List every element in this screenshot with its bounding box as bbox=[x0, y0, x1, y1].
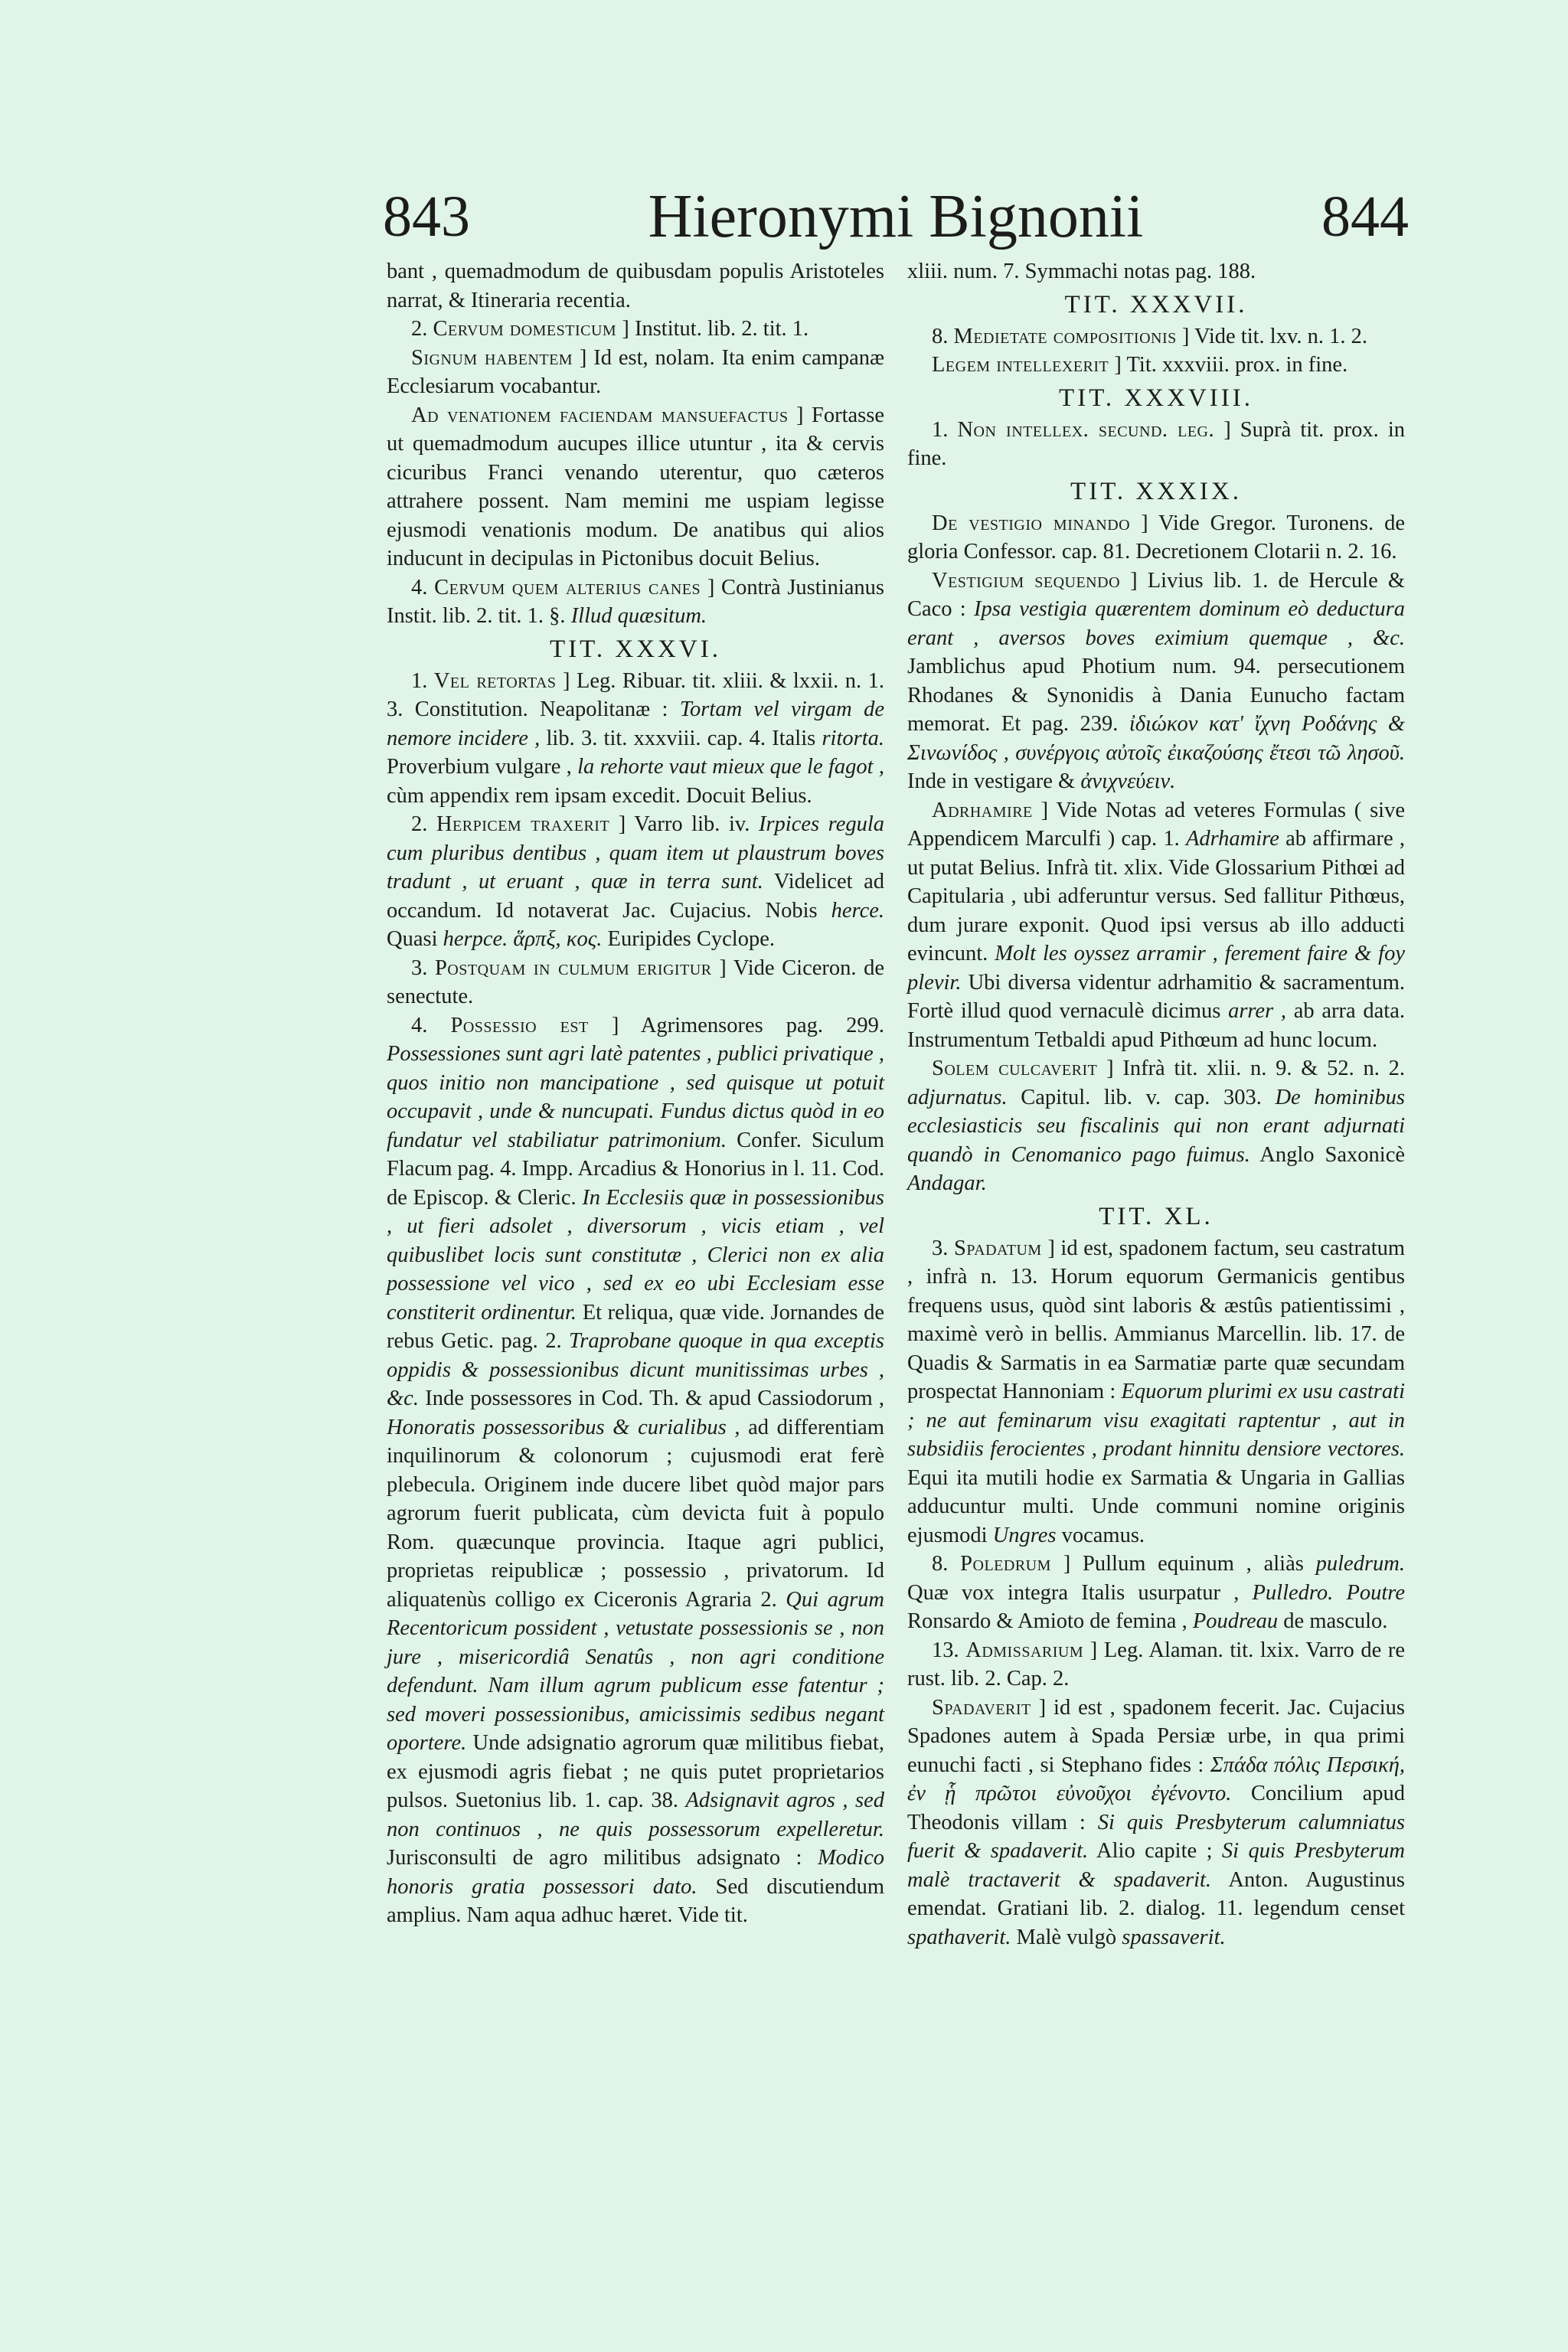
note-entry bbox=[907, 1550, 1405, 1636]
text-run: 1. bbox=[411, 668, 428, 693]
note-entry bbox=[387, 315, 884, 344]
lemma: Vestigium sequendo bbox=[932, 568, 1121, 593]
italic-text: Qui agrum Recentoricum possident , vetustate possessionis se , non jure , misericordiâ Senatûs , non agri conditione defendunt. Nam illum agrum publicum esse fatentur ; sed moveri possessionibus, amicissimis sedibus negant oportere. bbox=[387, 1587, 884, 1755]
italic-text: Modico honoris gratia possessori dato. bbox=[387, 1846, 884, 1899]
italic-text: la rehorte vaut mieux que le fagot , bbox=[577, 755, 884, 779]
text-run: ] Agrimensores pag. 299. bbox=[611, 1013, 885, 1037]
text-run: Malè vulgò bbox=[1016, 1925, 1117, 1949]
text-run: ] Suprà tit. prox. in fine. bbox=[907, 417, 1405, 470]
text-run: Jamblichus apud Photium num. 94. persecutionem Rhodanes & Synonidis à Dania Eunucho factam memorat. Et pag. 239. bbox=[907, 655, 1405, 736]
text-run: ] Id est, nolam. Ita enim campanæ Ecclesiarum vocabantur. bbox=[387, 345, 884, 398]
text-run: vocamus. bbox=[1061, 1523, 1145, 1547]
text-run: Quæ vox integra Italis usurpatur , bbox=[907, 1580, 1240, 1605]
page-number-left: 843 bbox=[383, 185, 470, 249]
italic-text: Traprobane quoque in qua exceptis oppidis & possessionibus dicunt munitissimas urbes , &c. bbox=[387, 1329, 884, 1410]
text-run: ] Contrà Justinianus Instit. lib. 2. tit. 1. §. bbox=[387, 575, 885, 628]
text-run: ] Infrà tit. xlii. n. 9. & 52. n. 2. bbox=[1106, 1057, 1405, 1080]
italic-text: Equorum plurimi ex usu castrati ; ne aut feminarum visu exagitati raptentur , aut in subsidiis ferocientes , prodant hinnitu densiore vectores. bbox=[907, 1380, 1405, 1461]
text-run: ab arra data. Instrumentum Tetbaldi apud Pithœum ad hunc locum. bbox=[907, 999, 1405, 1052]
italic-text: Si quis Presbyterum malè tractaverit & spadaverit. bbox=[907, 1839, 1405, 1892]
text-run: 13. bbox=[932, 1638, 959, 1662]
text-run: Ubi diversa videntur adrhamitio & sacramentum. Fortè illud quod vernaculè dicimus bbox=[907, 970, 1406, 1023]
text-run: ad differentiam inquilinorum & colonorum ; cujusmodi erat ferè plebecula. Originem inde ducere libet quòd major pars agrorum fuerit publicata, cùm devicta fuit à populo Rom. quæcunque provincia. Itaque agri publici, proprietas reipublicæ ; possessio , privatorum. Id aliquatenùs colligo ex Ciceronis Agraria 2. bbox=[387, 1415, 884, 1612]
lemma: De vestigio minando bbox=[932, 511, 1131, 535]
lemma: Poledrum bbox=[960, 1552, 1051, 1576]
text-run: de masculo. bbox=[1283, 1609, 1388, 1633]
text-run: 4. bbox=[411, 1013, 428, 1037]
lemma: Ad venationem faciendam mansuefactus bbox=[411, 403, 789, 427]
text-run: 3. bbox=[932, 1236, 949, 1260]
lemma: Signum habentem bbox=[411, 345, 573, 370]
text-run: Ronsardo & Amioto de femina , bbox=[907, 1609, 1187, 1633]
italic-text: Molt les oyssez arramir , ferement faire & foy plevir. bbox=[907, 942, 1406, 995]
note-entry bbox=[907, 796, 1405, 1055]
text-run: Concilium apud Theodonis villam : bbox=[907, 1782, 1406, 1834]
italic-text: Tortam vel virgam de nemore incidere , bbox=[387, 697, 885, 750]
italic-text: Illud quæsitum. bbox=[570, 604, 707, 628]
text-run: Anglo Saxonicè bbox=[1259, 1142, 1405, 1167]
italic-text: In Ecclesiis quæ in possessionibus , ut fieri adsolet , diversorum , vicis etiam , vel quibuslibet locis sunt constitutæ , Clerici non ex alia possessione vel vico , sed ex eo ubi Ecclesiam esse constiterit ordinentur. bbox=[387, 1185, 884, 1325]
note-entry bbox=[907, 1054, 1405, 1198]
lemma: Legem intellexerit bbox=[932, 353, 1109, 377]
text-run: Equi ita mutili hodie ex Sarmatia & Ungaria in Gallias adducuntur multi. Unde communi nomine originis ejusmodi bbox=[907, 1465, 1405, 1547]
italic-text: arrer , bbox=[1228, 999, 1287, 1023]
text-run: Alio capite ; bbox=[1096, 1839, 1213, 1863]
text-run: Jurisconsulti de agro militibus adsignato : bbox=[387, 1846, 802, 1870]
text-run: Videlicet ad occandum. Id notaverat Jac. Cujacius. Nobis bbox=[387, 870, 884, 923]
italic-text: spassaverit. bbox=[1122, 1925, 1226, 1949]
note-entry bbox=[387, 810, 884, 954]
text-run: ] Institut. lib. 2. tit. 1. bbox=[622, 317, 809, 341]
text-run: ] id est, spadonem factum, seu castratum , infrà n. 13. Horum equorum Germanicis gentibus frequens usus, quòd sint laboris & æstûs patientissimi , maximè verò in bellis. Ammianus Marcellin. lib. 17. de Quadis & Sarmatis in ea Sarmatiæ parte quæ secundam prospectat Hannoniam : bbox=[907, 1236, 1406, 1403]
note-entry bbox=[907, 509, 1405, 567]
left-column bbox=[387, 257, 884, 1930]
section-heading: TIT. XXXVII. bbox=[1064, 290, 1248, 318]
page-number-right: 844 bbox=[1321, 185, 1409, 249]
lemma: Cervum domesticum bbox=[433, 317, 617, 341]
text-run: ] Vide Notas ad veteres Formulas ( sive Appendicem Marculfi ) cap. 1. bbox=[907, 798, 1406, 851]
note-entry bbox=[907, 1636, 1405, 1694]
italic-text: puledrum. bbox=[1315, 1552, 1406, 1576]
italic-text: herpce. ἅρπξ, κος. bbox=[443, 927, 603, 951]
text-run: Sed discutiendum amplius. Nam aqua adhuc hæret. Vide tit. bbox=[387, 1874, 884, 1927]
text-run: xliii. num. 7. Symmachi notas pag. 188. bbox=[907, 260, 1256, 283]
note-entry bbox=[907, 416, 1405, 473]
lemma: Admissarium bbox=[965, 1638, 1084, 1662]
text-run: 2. bbox=[411, 812, 428, 836]
italic-text: Honoratis possessoribus & curialibus , bbox=[387, 1415, 740, 1439]
text-run: cùm appendix rem ipsam excedit. Docuit Belius. bbox=[387, 783, 812, 808]
lemma: Vel retortas bbox=[433, 668, 557, 693]
italic-text: spathaverit. bbox=[907, 1925, 1011, 1949]
note-entry bbox=[907, 567, 1405, 796]
lemma: Cervum quem alterius canes bbox=[434, 575, 701, 599]
text-run: Confer. Siculum Flacum pag. 4. Impp. Arcadius & Honorius in l. 11. Cod. de Episcop. & Cleric. bbox=[387, 1128, 885, 1210]
text-run: ] id est , spadonem fecerit. Jac. Cujacius Spadones autem à Spada Persiæ urbe, in qua primi eunuchi facti , si Stephano fides : bbox=[907, 1695, 1405, 1777]
note-entry bbox=[907, 322, 1405, 351]
text-run: Inde in vestigare & bbox=[907, 769, 1076, 793]
note-entry bbox=[387, 667, 884, 811]
text-run: ] Varro lib. iv. bbox=[618, 812, 750, 836]
note-entry bbox=[387, 1011, 884, 1930]
note-entry bbox=[907, 351, 1405, 380]
italic-text: Possessiones sunt agri latè patentes , publici privatique , quos initio non mancipatione , sed quisque ut potuit occupavit , unde & nuncupati. Fundus dictus quòd in eo fundatur vel stabiliatur patrimonium. bbox=[387, 1042, 884, 1152]
italic-text: Ungres bbox=[992, 1523, 1057, 1547]
note-entry bbox=[907, 1694, 1405, 1952]
italic-text: ritorta. bbox=[822, 726, 884, 750]
text-run: 8. bbox=[932, 324, 949, 348]
italic-text: Irpices regula cum pluribus dentibus , quam item ut plaustrum boves tradunt , ut eruant , quæ in terra sunt. bbox=[387, 812, 885, 893]
text-run: ] Vide Ciceron. de senectute. bbox=[387, 956, 885, 1008]
text-run: bant , quemadmodum de quibusdam populis Aristoteles narrat, & Itineraria recentia. bbox=[387, 260, 884, 312]
lemma: Possessio est bbox=[450, 1013, 589, 1037]
text-run: ] Tit. xxxviii. prox. in fine. bbox=[1114, 353, 1348, 377]
text-run: ab affirmare , ut putat Belius. Infrà tit. xlix. Vide Glossarium Pithœi ad Capitularia , ubi adferuntur versus. Sed fallitur Pithœus, dum jurare exponit. Quod ipsi versus ab illo adducti evincunt. bbox=[907, 827, 1406, 965]
italic-text: adjurnatus. bbox=[907, 1085, 1008, 1109]
running-header bbox=[383, 175, 1409, 259]
lemma: Herpicem traxerit bbox=[436, 812, 610, 836]
note-entry bbox=[387, 573, 884, 631]
note-entry bbox=[387, 954, 884, 1011]
lemma: Spadatum bbox=[954, 1236, 1042, 1260]
text-run: 1. bbox=[932, 417, 949, 442]
section-heading: TIT. XL. bbox=[1099, 1202, 1214, 1230]
text-run: ] Leg. Alaman. tit. lxix. Varro de re rust. lib. 2. Cap. 2. bbox=[907, 1638, 1405, 1690]
lemma: Adrhamire bbox=[932, 798, 1033, 822]
text-run: 4. bbox=[411, 575, 428, 599]
text-run: ] Livius lib. 1. de Hercule & Caco : bbox=[907, 568, 1406, 621]
text-run: 3. bbox=[411, 956, 428, 980]
section-heading: TIT. XXXVI. bbox=[550, 635, 721, 663]
italic-text: Adsignavit agros , sed non continuos , ne quis possessorum expelleretur. bbox=[387, 1788, 885, 1841]
note-entry bbox=[387, 401, 884, 573]
italic-text: Ipsa vestigia quærentem dominum eò deducturа erant , aversos boves eximium quemque , &c. bbox=[907, 597, 1406, 650]
italic-text: Andagar. bbox=[907, 1171, 987, 1195]
italic-text: ἰδιώκον κατ' ἴχνη Ροδάνης & Σινωνίδος , συνέργοις αὐτοῖς ἐικαζούσης ἔτεσι τῶ λησοῦ. bbox=[907, 712, 1405, 765]
italic-text: Adrhamire bbox=[1185, 827, 1279, 851]
lemma: Postquam in culmum erigitur bbox=[435, 956, 712, 980]
lemma: Medietate compositionis bbox=[953, 324, 1177, 348]
italic-text: Pulledro. Poutre bbox=[1252, 1580, 1405, 1605]
text-run: Unde adsignatio agrorum quæ militibus fiebat, ex ejusmodi agris fiebat ; ne quis putet proprietarios pulsos. Suetonius lib. 1. cap. 38. bbox=[387, 1731, 884, 1812]
text-run: Inde possessores in Cod. Th. & apud Cassiodorum , bbox=[425, 1387, 884, 1410]
text-run: 8. bbox=[932, 1552, 949, 1576]
text-run: ] Fortasse ut quemadmodum aucupes illice utuntur , ita & cervis cicuribus Franci venando uterentur, quo cæteros attrahere possent. Nam memini me uspiam legisse ejusmodi venationis modum. De anatibus qui alios inducunt in decipulas in Pictonibus docuit Belius. bbox=[387, 403, 884, 570]
text-run: Proverbium vulgare , bbox=[387, 755, 572, 779]
text-run: ] Pullum equinum , aliàs bbox=[1063, 1552, 1304, 1576]
note-entry bbox=[387, 344, 884, 401]
right-column bbox=[907, 257, 1405, 1952]
lemma: Spadaverit bbox=[932, 1695, 1031, 1720]
italic-text: De hominibus ecclesiasticis seu fiscalinis qui non erant adjurnati quandò in Cenomanico pago fuimus. bbox=[907, 1085, 1406, 1167]
text-run: ] Leg. Ribuar. tit. xliii. & lxxii. n. 1. 3. Constitution. Neapolitanæ : bbox=[387, 668, 884, 721]
text-run: Quasi bbox=[387, 927, 438, 951]
text-run: Euripides Cyclope. bbox=[607, 927, 775, 951]
text-run: Anton. Augustinus emendat. Gratiani lib. 2. dialog. 11. legendum censet bbox=[907, 1867, 1405, 1920]
section-heading: TIT. XXXIX. bbox=[1070, 477, 1242, 505]
lemma: Non intellex. secund. leg. bbox=[957, 417, 1215, 442]
italic-text: herce. bbox=[831, 898, 884, 923]
text-run: ] Vide tit. lxv. n. 1. 2. bbox=[1181, 324, 1367, 348]
text-run: Capitul. lib. v. cap. 303. bbox=[1021, 1085, 1262, 1109]
text-run: lib. 3. tit. xxxviii. cap. 4. Italis bbox=[546, 726, 816, 750]
running-title: Hieronymi Bignonii bbox=[648, 183, 1144, 250]
section-heading: TIT. XXXVIII. bbox=[1059, 384, 1253, 412]
lemma: Solem culcaverit bbox=[932, 1057, 1098, 1080]
note-entry bbox=[907, 1234, 1405, 1550]
text-run: Et reliqua, quæ vide. Jornandes de rebus Getic. pag. 2. bbox=[387, 1300, 885, 1353]
italic-text: Si quis Presbyterum calumniatus fuerit & spadaverit. bbox=[907, 1810, 1406, 1863]
text-run: 2. bbox=[411, 317, 428, 341]
italic-text: ἀνιχνεύειν. bbox=[1080, 769, 1176, 793]
text-run: ] Vide Gregor. Turonens. de gloria Confessor. cap. 81. Decretionem Clotarii n. 2. 16. bbox=[907, 511, 1406, 564]
italic-text: Poudreau bbox=[1192, 1609, 1279, 1633]
italic-text: Σπάδα πόλις Περσική, ἐν ᾗ πρῶτοι εὐνοῦχοι ἐγένοντο. bbox=[907, 1753, 1405, 1805]
paragraph bbox=[907, 257, 1405, 286]
paragraph bbox=[387, 257, 884, 315]
